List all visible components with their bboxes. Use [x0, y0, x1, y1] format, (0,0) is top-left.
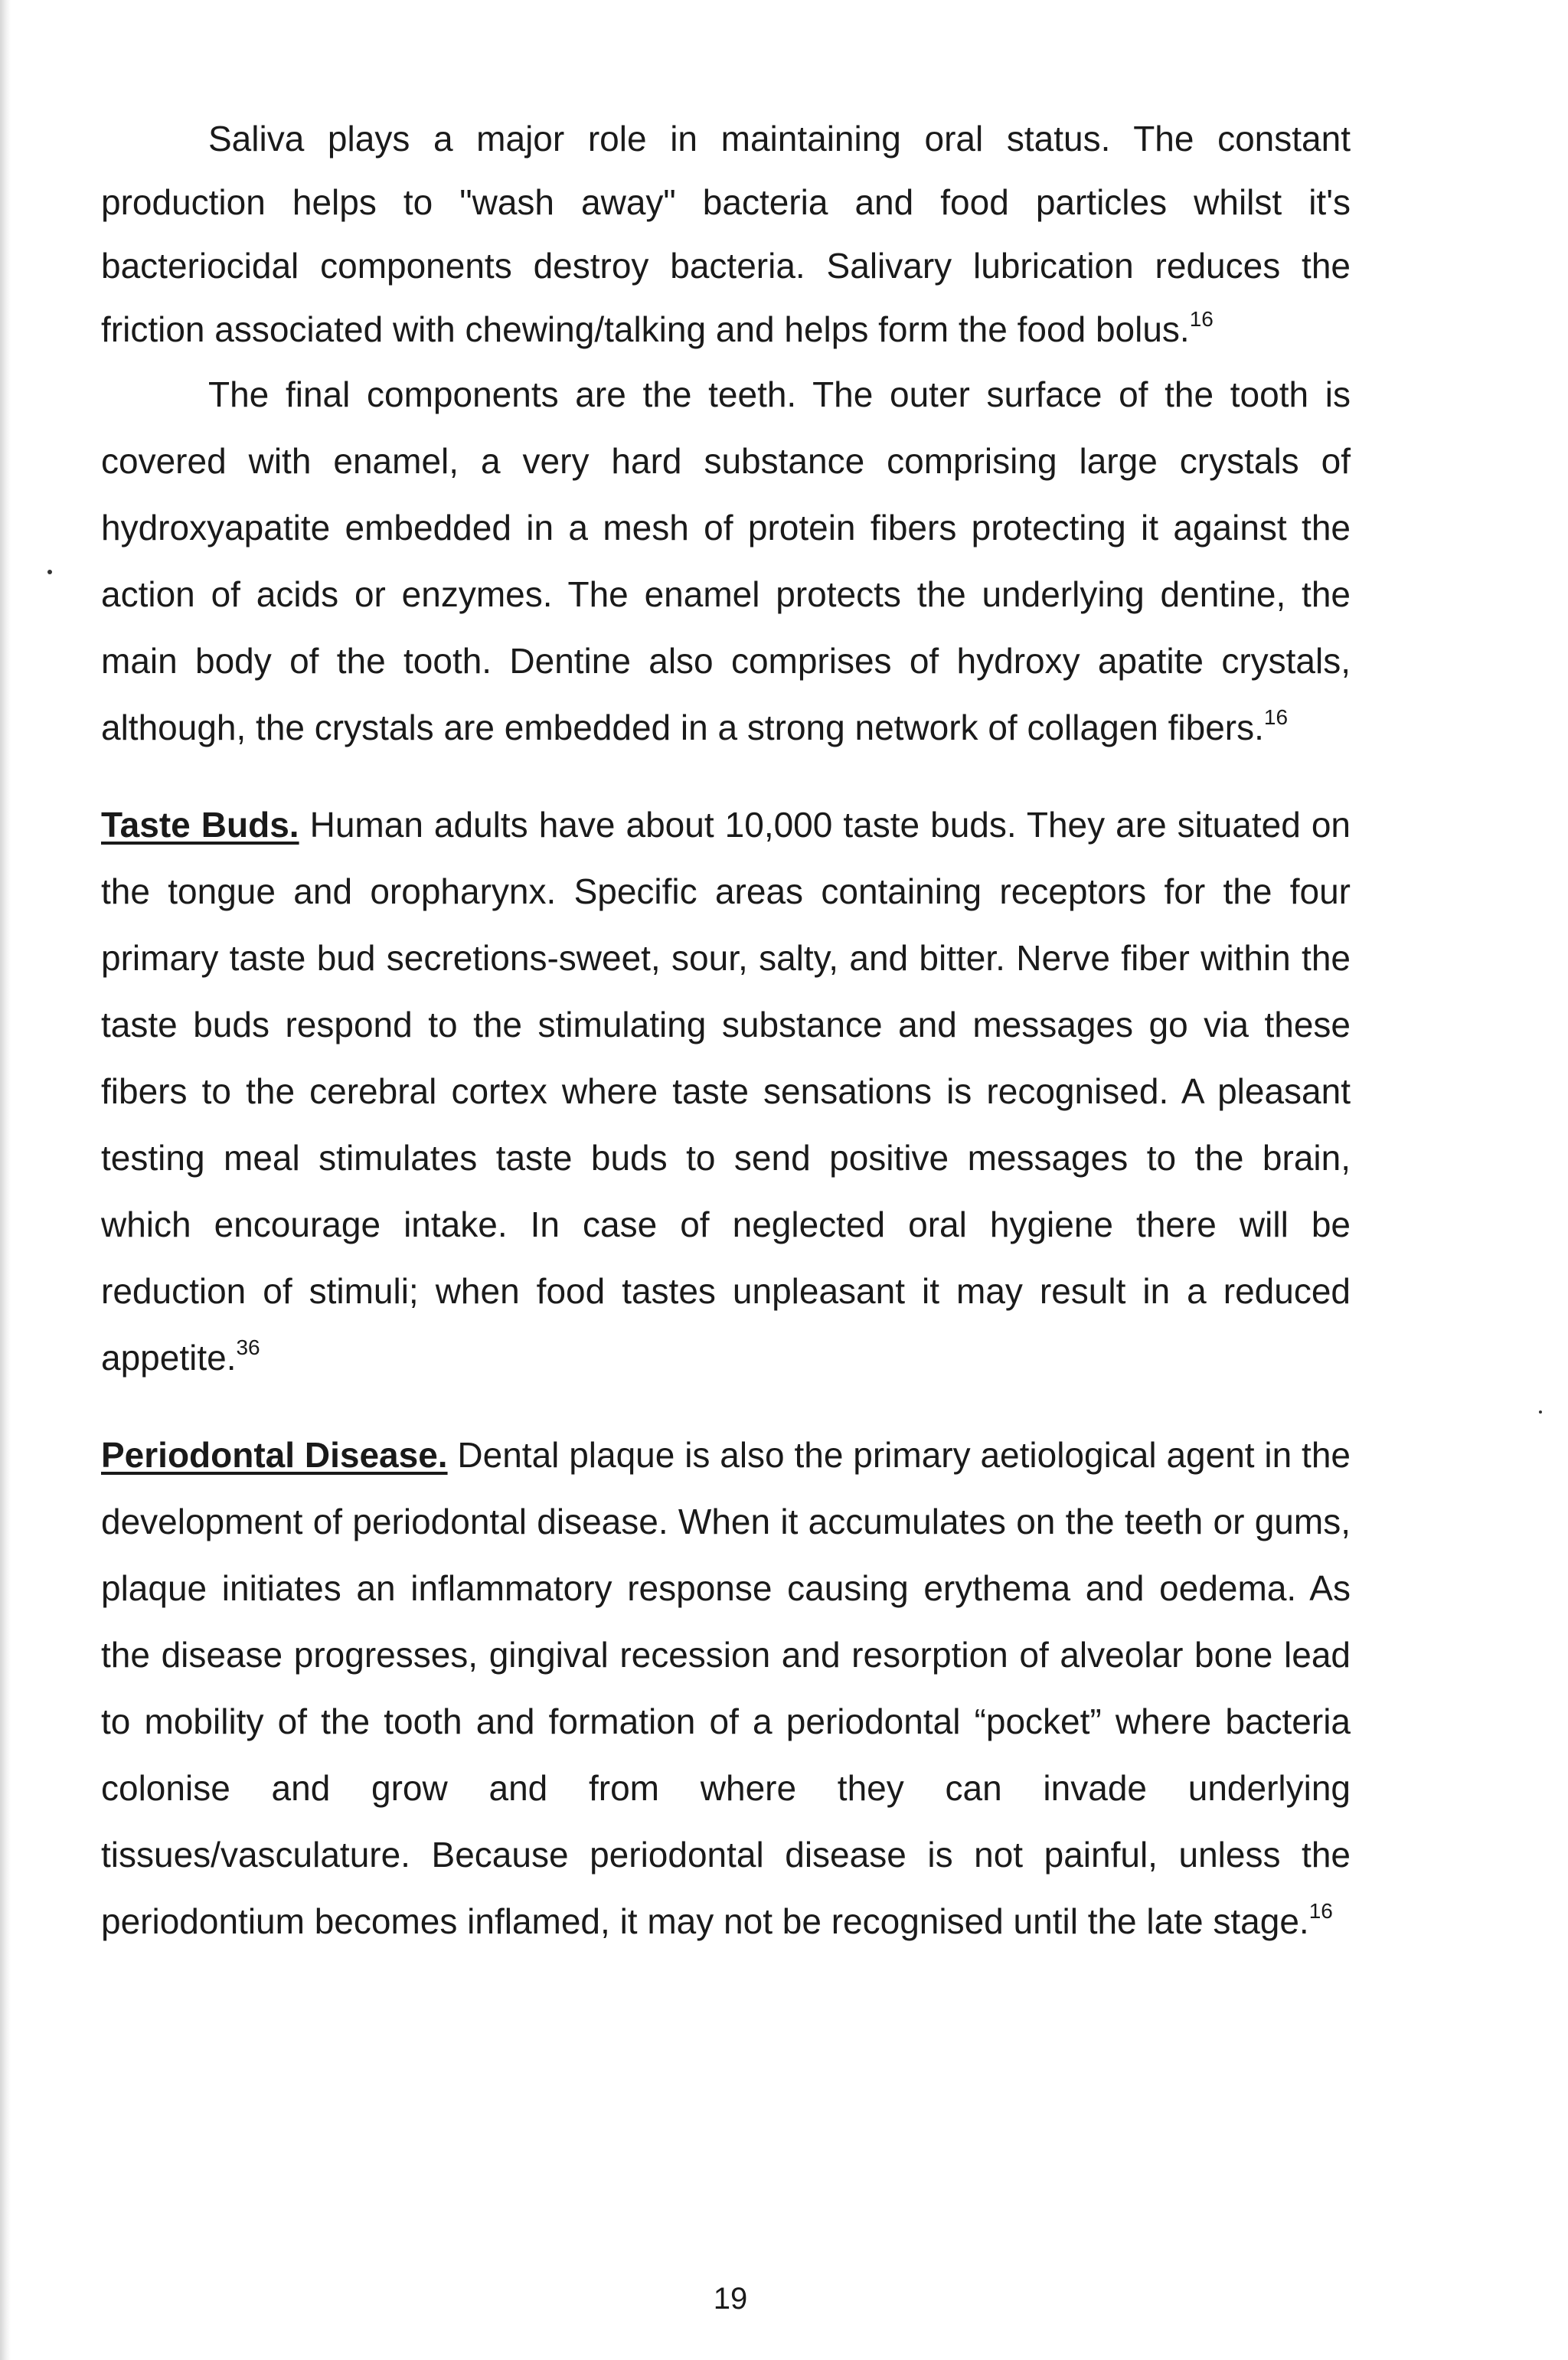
- paragraph-periodontal-text: Dental plaque is also the primary aetiological agent in the development of periodontal disease. When it accumulates on the teeth or gums, plaque initiates an inflammatory response causing erythema and oedema. As the disease progresses, gingival recession and resorption of alveolar bone lead to mobility of the tooth and formation of a periodontal “pocket” where bacteria colonise and grow and from where they can invade underlying tissues/vasculature. Because periodontal disease is not painful, unless the periodontium becomes inflamed, it may not be recognised until the late stage.: [101, 1435, 1351, 1941]
- paragraph-saliva: [101, 107, 1351, 361]
- document-body: [101, 107, 1351, 1955]
- scan-speck: [47, 570, 52, 574]
- citation-ref: 16: [1308, 1899, 1333, 1923]
- paragraph-periodontal: [101, 1422, 1351, 1955]
- scan-speck: [1539, 1410, 1542, 1414]
- paragraph-saliva-text: Saliva plays a major role in maintaining oral status. The constant production helps to "wash away" bacteria and food particles whilst it's bacteriocidal components destroy bacteria. Salivary lubrication reduces the friction associated with chewing/talking and helps form the food bolus.: [101, 119, 1351, 349]
- paragraph-taste-buds: [101, 792, 1351, 1391]
- paragraph-teeth: [101, 361, 1351, 761]
- citation-ref: 36: [236, 1335, 260, 1359]
- section-heading-taste-buds: Taste Buds.: [101, 805, 299, 845]
- section-heading-periodontal-disease: Periodontal Disease.: [101, 1435, 448, 1475]
- paragraph-taste-buds-text: Human adults have about 10,000 taste buds. They are situated on the tongue and oropharynx. Specific areas containing receptors for the four primary taste bud secretions-sweet, sour, salty, and bitter. Nerve fiber within the taste buds respond to the stimulating substance and messages go via these fibers to the cerebral cortex where taste sensations is recognised. A pleasant testing meal stimulates taste buds to send positive messages to the brain, which encourage intake. In case of neglected oral hygiene there will be reduction of stimuli; when food tastes unpleasant it may result in a reduced appetite.: [101, 805, 1351, 1378]
- citation-ref: 16: [1189, 307, 1214, 331]
- paragraph-teeth-text: The final components are the teeth. The outer surface of the tooth is covered with enamel, a very hard substance comprising large crystals of hydroxyapatite embedded in a mesh of protein fibers protecting it against the action of acids or enzymes. The enamel protects the underlying dentine, the main body of the tooth. Dentine also comprises of hydroxy apatite crystals, although, the crystals are embedded in a strong network of collagen fibers.: [101, 374, 1351, 747]
- page-number: 19: [713, 2282, 748, 2316]
- citation-ref: 16: [1263, 705, 1289, 729]
- scan-edge-shadow: [0, 0, 11, 2360]
